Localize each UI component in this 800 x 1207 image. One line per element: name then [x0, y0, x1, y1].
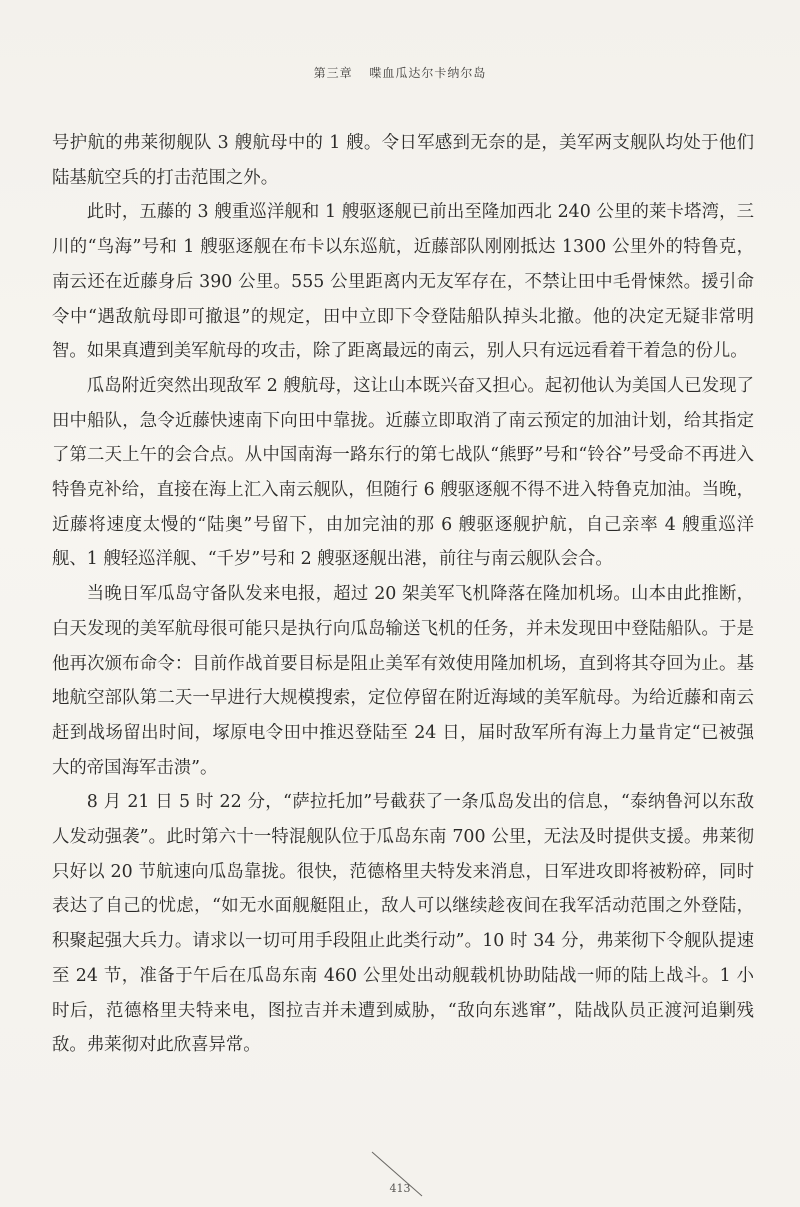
page-number: 413 [389, 1182, 411, 1195]
paragraph: 瓜岛附近突然出现敌军 2 艘航母，这让山本既兴奋又担心。起初他认为美国人已发现了田中船队，急令近藤快速南下向田中靠拢。近藤立即取消了南云预定的加油计划，给其指定了第二天上午的会合点。从中国南海一路东行的第七战队“熊野”号和“铃谷”号受命不再进入特鲁克补给，直接在海上汇入南云舰队，但随行 6 艘驱逐舰不得不进入特鲁克加油。当晚，近藤将速度太慢的“陆奥”号留下，由加完油的那 6 艘驱逐舰护航，自己亲率 4 艘重巡洋舰、1 艘轻巡洋舰、“千岁”号和 2 艘驱逐舰出港，前往与南云舰队会合。 [52, 375, 754, 570]
paragraph: 8 月 21 日 5 时 22 分，“萨拉托加”号截获了一条瓜岛发出的信息，“泰纳鲁河以东敌人发动强袭”。此时第六十一特混舰队位于瓜岛东南 700 公里，无法及时提供支援。弗莱彻只好以 20 节航速向瓜岛靠拢。很快，范德格里夫特发来消息，日军进攻即将被粉碎，同时表达了自己的忧虑，“如无水面舰艇阻止，敌人可以继续趁夜间在我军活动范围之外登陆，积聚起强大兵力。请求以一切可用手段阻止此类行动”。10 时 34 分，弗莱彻下令舰队提速至 24 节，准备于午后在瓜岛东南 460 公里处出动舰载机协助陆战一师的陆上战斗。1 小时后，范德格里夫特来电，图拉吉并未遭到威胁，“敌向东逃窜”，陆战队员正渡河追剿残敌。弗莱彻对此欣喜异常。 [52, 792, 754, 1056]
paragraph: 此时，五藤的 3 艘重巡洋舰和 1 艘驱逐舰已前出至隆加西北 240 公里的莱卡塔湾，三川的“鸟海”号和 1 艘驱逐舰在布卡以东巡航，近藤部队刚刚抵达 1300 公里外的特鲁克，南云还在近藤身后 390 公里。555 公里距离内无友军存在，不禁让田中毛骨悚然。援引命令中“遇敌航母即可撤退”的规定，田中立即下令登陆船队掉头北撤。他的决定无疑非常明智。如果真遭到美军航母的攻击，除了距离最远的南云，别人只有远远看着干着急的份儿。 [52, 202, 754, 362]
chapter-title: 喋血瓜达尔卡纳尔岛 [369, 66, 487, 80]
paragraph: 当晚日军瓜岛守备队发来电报，超过 20 架美军飞机降落在隆加机场。山本由此推断，白天发现的美军航母很可能只是执行向瓜岛输送飞机的任务，并未发现田中登陆船队。于是他再次颁布命令：目前作战首要目标是阻止美军有效使用隆加机场，直到将其夺回为止。基地航空部队第二天一早进行大规模搜索，定位停留在附近海域的美军航母。为给近藤和南云赶到战场留出时间，塚原电令田中推迟登陆至 24 日，届时敌军所有海上力量肯定“已被强大的帝国海军击溃”。 [52, 584, 754, 778]
running-header [0, 64, 800, 81]
paragraph: 号护航的弗莱彻舰队 3 艘航母中的 1 艘。令日军感到无奈的是，美军两支舰队均处于他们陆基航空兵的打击范围之外。 [52, 133, 754, 188]
body-text [52, 126, 754, 1063]
chapter-label: 第三章 [313, 66, 353, 80]
